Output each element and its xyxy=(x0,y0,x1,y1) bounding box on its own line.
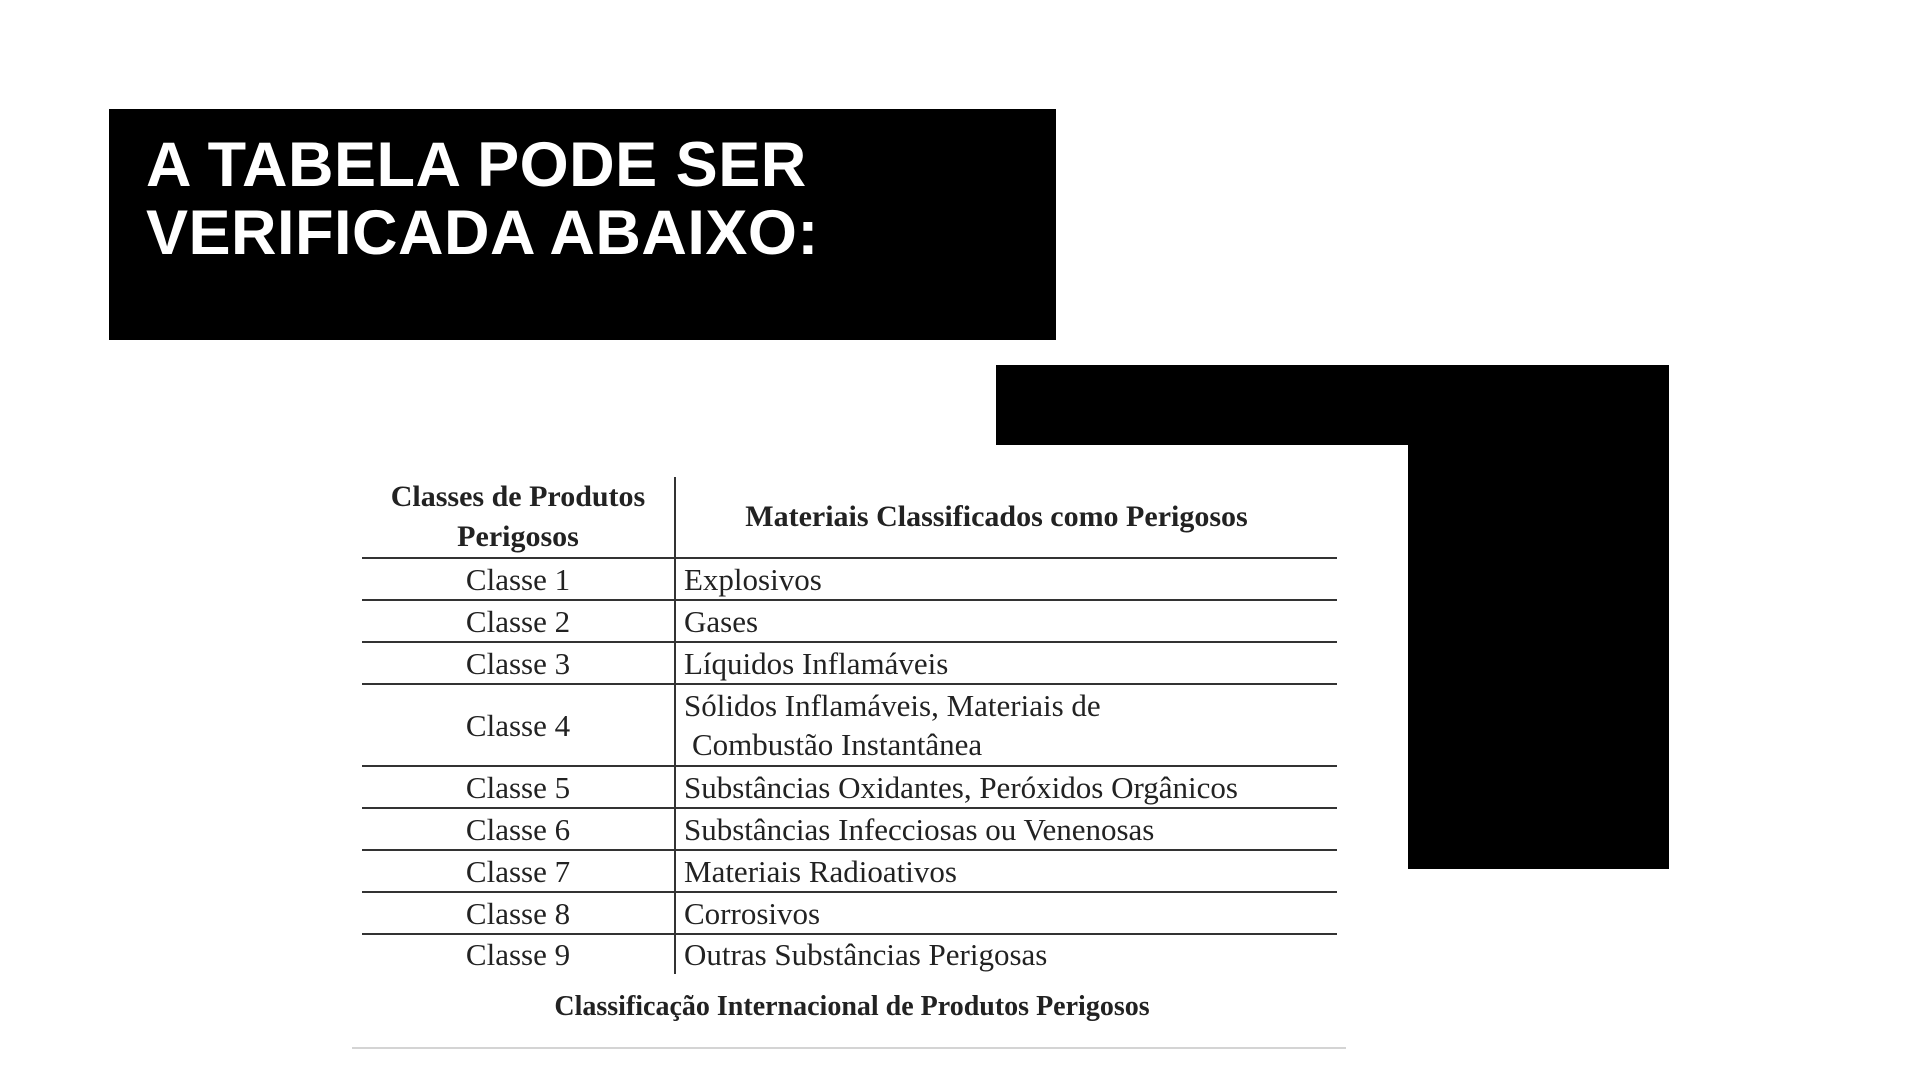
table-row xyxy=(362,808,1337,850)
table-header-row xyxy=(362,477,1337,558)
table-row xyxy=(362,934,1337,974)
table-caption: Classificação Internacional de Produtos Perigosos xyxy=(554,991,1150,1022)
material-cell: Materiais Radioativos xyxy=(675,850,1337,892)
class-cell: Classe 6 xyxy=(362,808,675,850)
material-cell: Gases xyxy=(675,600,1337,642)
header-classes-line-1: Classes de Produtos xyxy=(390,480,646,513)
material-cell: Outras Substâncias Perigosas xyxy=(684,937,1048,972)
class-cell: Classe 3 xyxy=(362,642,675,684)
table-row xyxy=(362,642,1337,684)
material-cell-line-1: Sólidos Inflamáveis, Materiais de xyxy=(684,688,1101,723)
table-row xyxy=(362,600,1337,642)
slide-title-line-1: A TABELA PODE SER xyxy=(146,130,807,200)
header-classes-line-2: Perigosos xyxy=(457,520,579,553)
class-cell: Classe 9 xyxy=(362,934,675,974)
hazard-classes-table xyxy=(362,477,1337,974)
table-row xyxy=(362,892,1337,934)
class-cell: Classe 7 xyxy=(362,850,675,892)
class-cell: Classe 5 xyxy=(362,766,675,808)
header-classes xyxy=(362,477,675,558)
material-cell: Corrosivos xyxy=(675,892,1337,934)
table-row xyxy=(362,558,1337,600)
material-cell: Explosivos xyxy=(675,558,1337,600)
slide-title-line-2: VERIFICADA ABAIXO: xyxy=(146,198,819,268)
class-cell: Classe 1 xyxy=(362,558,675,600)
table-row xyxy=(362,684,1337,766)
material-cell: Líquidos Inflamáveis xyxy=(675,642,1337,684)
material-cell-line-2: Combustão Instantânea xyxy=(692,727,983,762)
caption-divider xyxy=(352,1047,1346,1049)
table-row xyxy=(362,766,1337,808)
title-box xyxy=(109,109,1056,340)
header-materials: Materiais Classificados como Perigosos xyxy=(675,477,1337,558)
table-figure xyxy=(352,445,1408,1051)
table-row xyxy=(362,850,1337,892)
class-cell: Classe 4 xyxy=(362,684,675,766)
material-cell: Substâncias Oxidantes, Peróxidos Orgânicos xyxy=(675,766,1337,808)
class-cell: Classe 8 xyxy=(362,892,675,934)
slide-title xyxy=(146,131,819,267)
material-cell xyxy=(675,684,1337,766)
class-cell: Classe 2 xyxy=(362,600,675,642)
material-cell: Substâncias Infecciosas ou Venenosas xyxy=(675,808,1337,850)
